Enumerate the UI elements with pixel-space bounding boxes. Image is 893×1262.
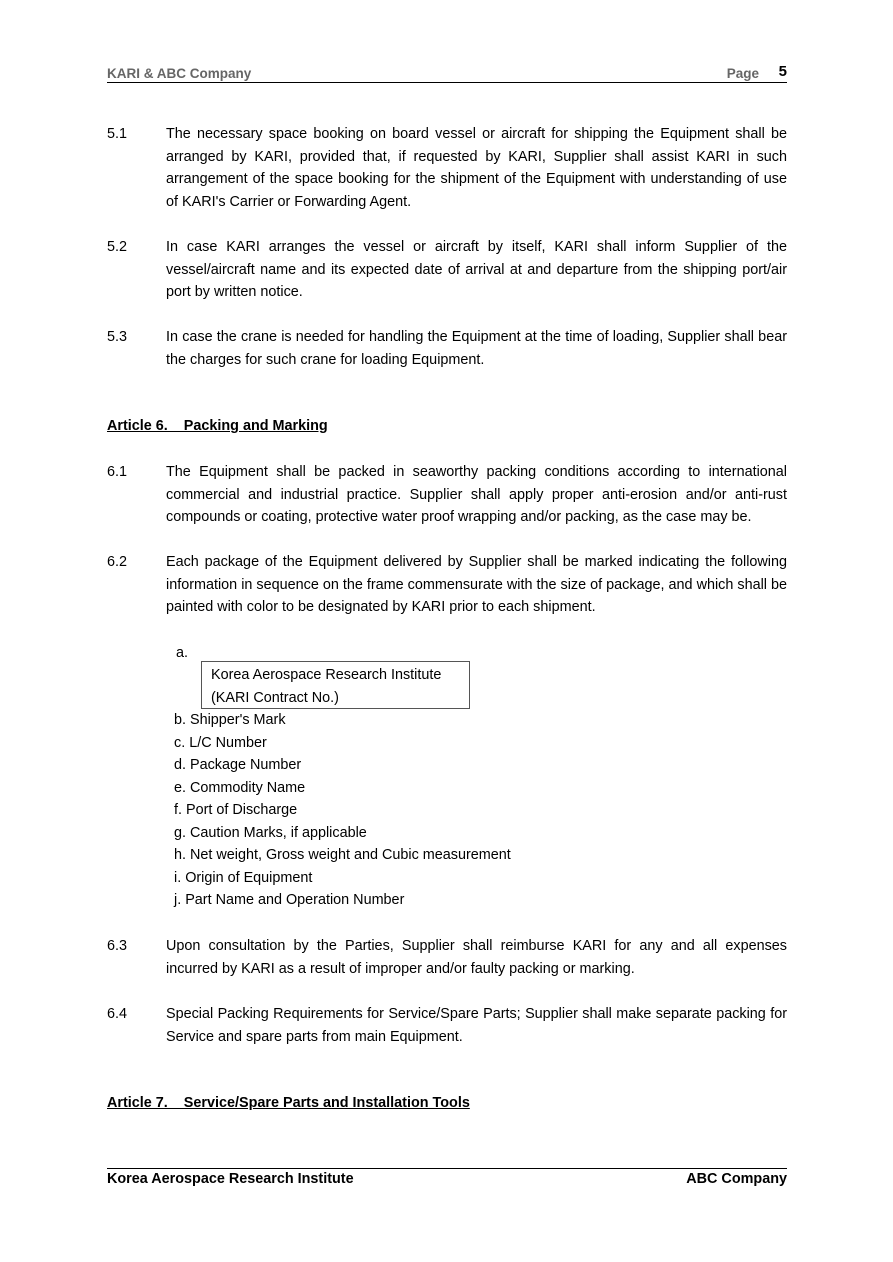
section-text: Each package of the Equipment delivered by Supplier shall be marked indicating the following information in sequence on the frame commensurate with the size of package, and which shall be painted with color to be designated by KARI prior to each shipment.	[166, 554, 787, 616]
list-item: b. Shipper's Mark	[174, 712, 286, 728]
list-item: e. Commodity Name	[174, 779, 306, 796]
section-5-2	[107, 236, 787, 304]
list-item: g. Caution Marks, if applicable	[174, 824, 367, 841]
section-number: 6.1	[107, 464, 128, 480]
list-item: j. Part Name and Operation Number	[174, 892, 405, 908]
marking-box-line1: Korea Aerospace Research Institute	[211, 667, 442, 683]
section-text: The necessary space booking on board vessel or aircraft for shipping the Equipment shall be arranged by KARI, provided that, if requested by KARI, Supplier shall assist KARI in such arrangement of the space booking for the shipment of the Equipment with understanding of use of KARI's Carrier or Forwarding Agent.	[166, 126, 787, 210]
section-text: In case KARI arranges the vessel or aircraft by itself, KARI shall inform Supplier of the vessel/aircraft name and its expected date of arrival at and departure from the shipping port/air port by written notice.	[166, 239, 787, 301]
marking-box-line2: (KARI Contract No.)	[211, 689, 339, 706]
header-title: KARI & ABC Company	[107, 66, 252, 81]
marking-list	[174, 709, 511, 912]
section-5-1	[107, 123, 787, 213]
section-6-3	[107, 935, 787, 980]
section-text: In case the crane is needed for handling the Equipment at the time of loading, Supplier shall bear the charges for such crane for loading Equipment.	[166, 329, 787, 368]
marking-box	[201, 661, 470, 709]
footer-right: ABC Company	[686, 1171, 787, 1187]
section-5-3	[107, 326, 787, 371]
page-footer	[107, 1168, 787, 1187]
article-6-title: Article 6. Packing and Marking	[107, 418, 328, 434]
section-text: Special Packing Requirements for Service/Spare Parts; Supplier shall make separate packing for Service and spare parts from main Equipment.	[166, 1006, 787, 1045]
page-header	[107, 62, 787, 83]
footer-left: Korea Aerospace Research Institute	[107, 1171, 354, 1187]
header-page-number: 5	[778, 63, 787, 80]
list-item: h. Net weight, Gross weight and Cubic measurement	[174, 847, 511, 863]
marking-a-label: a.	[176, 645, 189, 661]
list-item: c. L/C Number	[174, 734, 267, 751]
section-number: 6.4	[107, 1006, 128, 1022]
section-text: The Equipment shall be packed in seaworthy packing conditions according to international commercial and industrial practice. Supplier shall apply proper anti-erosion and/or anti-rust compounds or coating, protective water proof wrapping and/or packing, as the case may be.	[166, 464, 787, 526]
section-6-2	[107, 551, 787, 619]
list-item: d. Package Number	[174, 757, 302, 773]
section-number: 6.3	[107, 938, 128, 954]
section-number: 5.3	[107, 329, 128, 345]
article-7-title: Article 7. Service/Spare Parts and Installation Tools	[107, 1095, 470, 1111]
section-text: Upon consultation by the Parties, Supplier shall reimburse KARI for any and all expenses incurred by KARI as a result of improper and/or faulty packing or marking.	[166, 938, 787, 977]
list-item: f. Port of Discharge	[174, 802, 298, 818]
section-number: 5.1	[107, 126, 128, 142]
list-item: i. Origin of Equipment	[174, 869, 313, 886]
header-page-label: Page	[726, 66, 759, 81]
section-6-1	[107, 461, 787, 529]
section-number: 5.2	[107, 239, 128, 255]
section-6-4	[107, 1003, 787, 1048]
section-number: 6.2	[107, 554, 128, 570]
